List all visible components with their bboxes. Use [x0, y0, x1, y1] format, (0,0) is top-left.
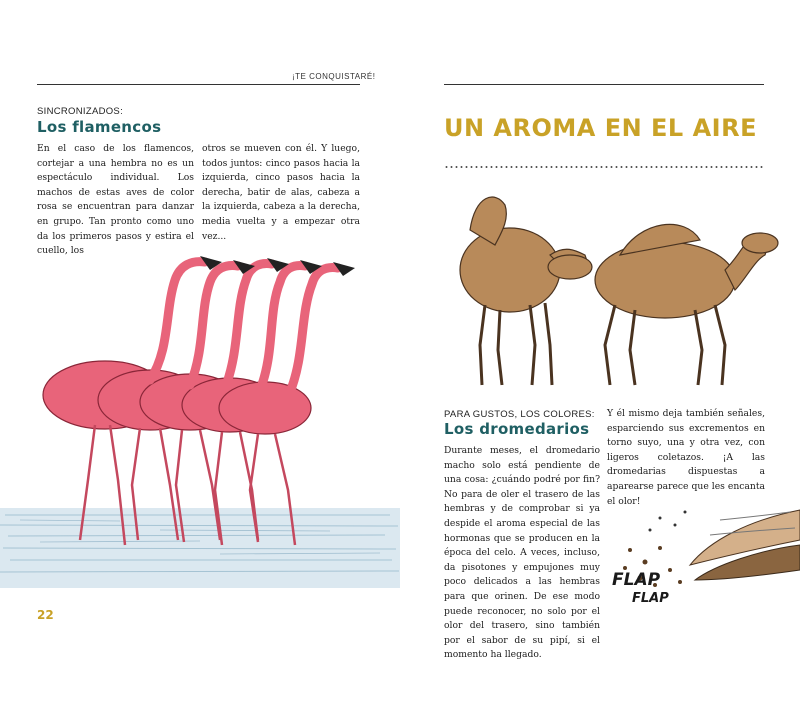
body-column-1: Durante meses, el dromedario macho solo está pendiente de una cosa: ¿cuándo podré por fin? No para de oler el trasero de las hembras y de comprobar si ya despide el aroma especial de las hormonas que se producen en la época del celo. A veces, incluso, da pisotones y empujones muy poco delicados a las hembras para que orinen. De ese modo puede reconocer, no solo por el olor del trasero, sino también por el sabor de su pipí, si el momento ha llegado.: [444, 445, 600, 661]
right-page: [400, 0, 800, 707]
body-column-2: Y él mismo deja también señales, esparciendo sus excrementos en torno suyo, una y otra vez, con ligeros coletazos. ¡A las dromedarias dispuestas a aparearse parece que les encanta el olor!: [607, 408, 765, 507]
body-column-1: En el caso de los flamencos, cortejar a una hembra no es un espectáculo individual. Los machos de estas aves de color rosa se encuentran para danzar en grupo. Tan pronto como uno da los primeros pasos y estira el cuello, los: [37, 143, 194, 257]
flamingos-illustration: [0, 240, 400, 600]
section-kicker: SINCRONIZADOS:: [37, 106, 124, 117]
section-title: Los flamencos: [37, 118, 162, 136]
dromedaries-illustration: [440, 185, 800, 395]
sound-effect-2: FLAP: [632, 591, 669, 606]
camel-tail-illustration: [600, 490, 800, 610]
body-column-2: otros se mueven con él. Y luego, todos juntos: cinco pasos hacia la izquierda, cinco pasos hacia la derecha, batir de alas, cabeza a la izquierda, cabeza a la derecha, media vuelta y a empezar otra vez...: [202, 143, 360, 242]
running-head: ¡TE CONQUISTARÉ!: [292, 72, 376, 81]
page-number: 22: [37, 608, 54, 622]
section-kicker: PARA GUSTOS, LOS COLORES:: [444, 409, 595, 420]
sound-effect-1: FLAP: [612, 570, 661, 590]
header-rule: [37, 84, 360, 85]
section-title: Los dromedarios: [444, 420, 590, 438]
dotted-divider: [444, 165, 764, 169]
header-rule: [444, 84, 764, 85]
chapter-title: UN AROMA EN EL AIRE: [444, 114, 757, 142]
